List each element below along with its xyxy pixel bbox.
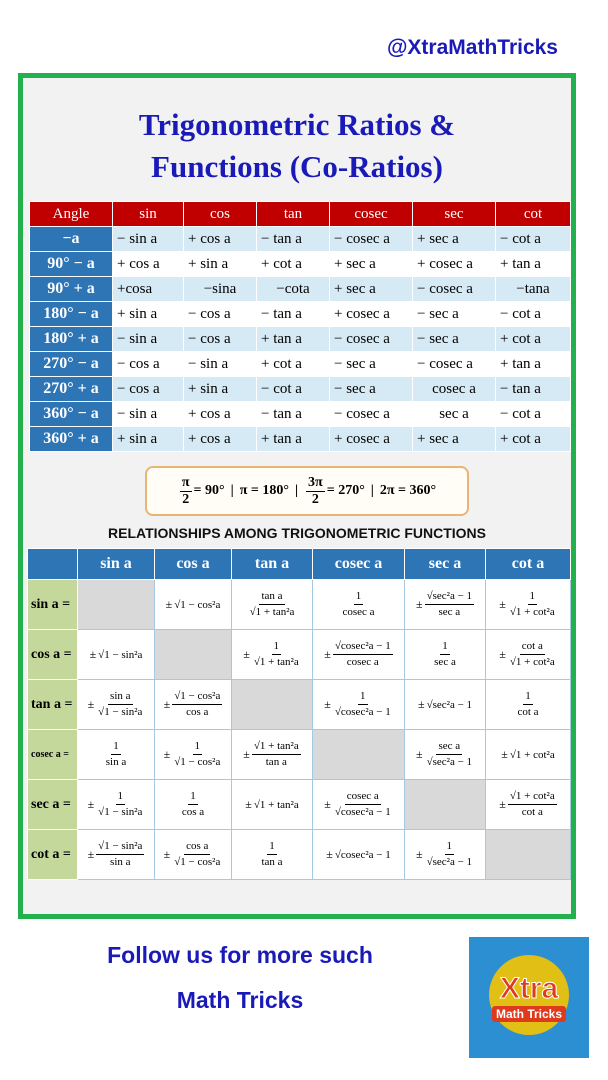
section-subtitle: RELATIONSHIPS AMONG TRIGONOMETRIC FUNCTIONS — [108, 525, 486, 541]
content-frame — [18, 73, 576, 919]
table-cell: ± $\frac{1}{\text{√1 + cot²a}}$ — [486, 580, 571, 630]
table-cell: − sin a — [113, 227, 184, 252]
table-cell: − cot a — [496, 402, 571, 427]
angle-cell: 180° − a — [30, 302, 113, 327]
row-label: sec a = — [28, 780, 78, 830]
header-cot-a: cot a — [486, 549, 571, 580]
table-row — [28, 780, 571, 830]
table-cell: + cot a — [257, 252, 330, 277]
brand-logo — [469, 937, 589, 1058]
table-cell: + sec a — [330, 277, 413, 302]
table-row — [30, 302, 571, 327]
table-cell: − cos a — [184, 327, 257, 352]
table-cell: ± 1 √sec²a − 1 — [405, 830, 486, 880]
table-cell: − cos a — [113, 352, 184, 377]
frac-denominator: 2 — [311, 491, 319, 507]
table-cell: ± √1 − sin²a — [78, 630, 155, 680]
table-cell: + sin a — [184, 252, 257, 277]
table-cell: cosec a — [413, 377, 496, 402]
table-cell: +cosa — [113, 277, 184, 302]
table-cell: ± $\frac{1}{\text{√1 + tan²a}}$ — [232, 630, 313, 680]
follow-message — [40, 933, 440, 1023]
handle-text: @XtraMathTricks — [386, 36, 558, 59]
separator: | — [370, 483, 374, 498]
logo-wordmark: Xtra — [499, 971, 559, 1005]
table-cell: 1 tan a — [232, 830, 313, 880]
table-row — [30, 352, 571, 377]
table-cell: ± √1 − cos²a — [155, 580, 232, 630]
table-cell: ± $\frac{\text{cos a}}{\text{√1 − cos²a}}$ — [155, 830, 232, 880]
row-label: cos a = — [28, 630, 78, 680]
angle-cell: 270° − a — [30, 352, 113, 377]
table-cell: ± $\frac{1}{\text{√1 − sin²a}}$ — [78, 780, 155, 830]
table-cell: 1 cos a — [155, 780, 232, 830]
row-label: cot a = — [28, 830, 78, 880]
relationships-header-row — [28, 549, 571, 580]
table-cell: tan a √1 + tan²a — [232, 580, 313, 630]
header-cos: cos — [184, 202, 257, 227]
table-cell: 1 cot a — [486, 680, 571, 730]
table-row — [30, 427, 571, 452]
header-corner — [28, 549, 78, 580]
table-cell: ± $\frac{\text{cosec a}}{\text{√cosec²a − 1}}$ — [313, 780, 405, 830]
page-title — [23, 104, 571, 188]
header-cosec-a: cosec a — [313, 549, 405, 580]
blank-cell — [405, 780, 486, 830]
angle-cell: 90° − a — [30, 252, 113, 277]
formula-value: = 90° — [193, 483, 225, 498]
table-cell: ± sec a √sec²a − 1 — [405, 730, 486, 780]
blank-cell — [232, 680, 313, 730]
table-cell: + tan a — [496, 252, 571, 277]
table-cell: − sec a — [330, 352, 413, 377]
table-cell: + sec a — [330, 252, 413, 277]
frac-numerator: π — [181, 474, 190, 490]
frac-denominator: 2 — [182, 491, 190, 507]
table-cell: − cot a — [257, 377, 330, 402]
table-cell: −tana — [496, 277, 571, 302]
angle-cell: 360° + a — [30, 427, 113, 452]
table-cell: ± √sec²a − 1 sec a — [405, 580, 486, 630]
co-ratios-header-row — [30, 202, 571, 227]
table-cell: + cosec a — [413, 252, 496, 277]
angle-cell: −a — [30, 227, 113, 252]
table-cell: ± $\frac{\text{√cosec²a − 1}}{\text{cosec a}}$ — [313, 630, 405, 680]
table-cell: + cos a — [184, 227, 257, 252]
table-cell: − cot a — [496, 227, 571, 252]
table-cell: + tan a — [496, 352, 571, 377]
row-label: tan a = — [28, 680, 78, 730]
table-cell: + cot a — [496, 327, 571, 352]
title-line-1: Trigonometric Ratios & — [138, 107, 456, 142]
table-row — [30, 327, 571, 352]
table-cell: 1 sec a — [405, 630, 486, 680]
table-row — [28, 630, 571, 680]
table-cell: + tan a — [257, 427, 330, 452]
angle-cell: 270° + a — [30, 377, 113, 402]
table-cell: ± √cosec²a − 1 — [313, 830, 405, 880]
table-cell: − tan a — [257, 227, 330, 252]
table-cell: ± $\frac{\text{√1 − sin²a}}{\text{sin a}}$ — [78, 830, 155, 880]
table-cell: − cos a — [184, 302, 257, 327]
table-cell: −sina — [184, 277, 257, 302]
table-cell: − sin a — [113, 402, 184, 427]
formula-half-pi — [178, 475, 225, 508]
table-cell: 1 cosec a — [313, 580, 405, 630]
logo-tagline: Math Tricks — [492, 1006, 566, 1022]
table-cell: sec a — [413, 402, 496, 427]
table-cell: + cot a — [257, 352, 330, 377]
table-row — [30, 277, 571, 302]
angle-cell: 360° − a — [30, 402, 113, 427]
table-cell: − sec a — [413, 327, 496, 352]
table-cell: − cosec a — [413, 352, 496, 377]
separator: | — [294, 483, 299, 498]
header-cos-a: cos a — [155, 549, 232, 580]
relationships-table — [27, 548, 571, 880]
table-cell: − cos a — [113, 377, 184, 402]
table-row — [30, 227, 571, 252]
row-label: cosec a = — [28, 730, 78, 780]
table-cell: − tan a — [257, 402, 330, 427]
blank-cell — [78, 580, 155, 630]
table-cell: − cosec a — [330, 402, 413, 427]
table-cell: + sec a — [413, 227, 496, 252]
table-cell: + cosec a — [330, 427, 413, 452]
angle-cell: 90° + a — [30, 277, 113, 302]
formula-three-half-pi — [304, 475, 365, 508]
separator: | — [230, 483, 234, 498]
header-tan: tan — [257, 202, 330, 227]
table-cell: + sin a — [184, 377, 257, 402]
blank-cell — [155, 630, 232, 680]
table-cell: ± $\frac{\text{sin a}}{\text{√1 − sin²a}}$ — [78, 680, 155, 730]
table-row — [28, 730, 571, 780]
table-cell: − sin a — [113, 327, 184, 352]
blank-cell — [486, 830, 571, 880]
table-cell: ± $\frac{\text{√1 + cot²a}}{\text{cot a}}$ — [486, 780, 571, 830]
header-sec: sec — [413, 202, 496, 227]
formula-two-pi: 2π = 360° — [379, 483, 437, 498]
table-cell: + cos a — [184, 427, 257, 452]
formula-value: = 270° — [326, 483, 365, 498]
title-line-2: Functions (Co-Ratios) — [151, 149, 443, 184]
table-cell: − sin a — [184, 352, 257, 377]
table-cell: − tan a — [257, 302, 330, 327]
header-sin-a: sin a — [78, 549, 155, 580]
table-row — [28, 680, 571, 730]
table-cell: + tan a — [257, 327, 330, 352]
table-cell: − cosec a — [413, 277, 496, 302]
table-cell: + cot a — [496, 427, 571, 452]
table-cell: ± √sec²a − 1 — [405, 680, 486, 730]
table-cell: − sec a — [330, 377, 413, 402]
table-cell: 1 sin a — [78, 730, 155, 780]
table-cell: ± $\frac{\text{√1 − cos²a}}{\text{cos a}}$ — [155, 680, 232, 730]
header-tan-a: tan a — [232, 549, 313, 580]
header-cosec: cosec — [330, 202, 413, 227]
header-sin: sin — [113, 202, 184, 227]
table-cell: + cosec a — [330, 302, 413, 327]
follow-line-1: Follow us for more such — [107, 942, 373, 968]
table-cell: − cot a — [496, 302, 571, 327]
table-cell: + sec a — [413, 427, 496, 452]
table-cell: ± $\frac{1}{\text{√1 − cos²a}}$ — [155, 730, 232, 780]
table-row — [30, 252, 571, 277]
co-ratios-table — [29, 201, 571, 452]
table-row — [30, 402, 571, 427]
radian-formula-box — [145, 466, 469, 516]
table-cell: + cos a — [113, 252, 184, 277]
frac-numerator: 3π — [308, 474, 323, 490]
table-cell: + cos a — [184, 402, 257, 427]
table-cell: ± $\frac{\text{cot a}}{\text{√1 + cot²a}}$ — [486, 630, 571, 680]
table-cell: + sin a — [113, 302, 184, 327]
table-cell: − tan a — [496, 377, 571, 402]
blank-cell — [313, 730, 405, 780]
table-cell: − cosec a — [330, 227, 413, 252]
table-cell: ± $\frac{1}{\text{√cosec²a − 1}}$ — [313, 680, 405, 730]
header-angle: Angle — [30, 202, 113, 227]
header-sec-a: sec a — [405, 549, 486, 580]
table-cell: ± √1 + tan²a — [232, 780, 313, 830]
table-row — [28, 580, 571, 630]
table-cell: − cosec a — [330, 327, 413, 352]
table-row — [28, 830, 571, 880]
table-cell: ± $\frac{\text{√1 + tan²a}}{\text{tan a}}$ — [232, 730, 313, 780]
table-row — [30, 377, 571, 402]
table-cell: − sec a — [413, 302, 496, 327]
formula-pi: π = 180° — [239, 483, 289, 498]
table-cell: ± √1 + cot²a — [486, 730, 571, 780]
follow-line-2: Math Tricks — [176, 987, 304, 1013]
angle-cell: 180° + a — [30, 327, 113, 352]
header-cot: cot — [496, 202, 571, 227]
table-cell: + sin a — [113, 427, 184, 452]
table-cell: −cota — [257, 277, 330, 302]
row-label: sin a = — [28, 580, 78, 630]
